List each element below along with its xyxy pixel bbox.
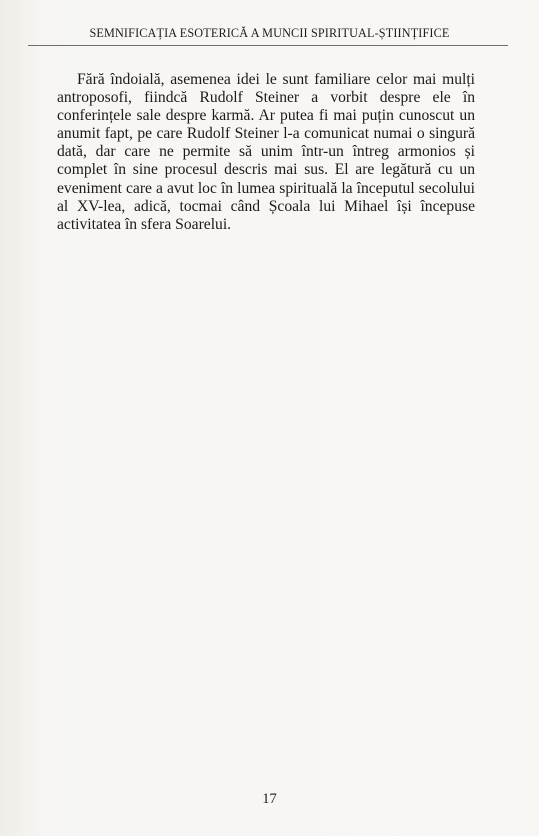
paragraph-line: complet în sine procesul descris mai sus. El are legătură cu un (57, 161, 475, 179)
body-paragraph (57, 71, 475, 234)
running-head: SEMNIFICAȚIA ESOTERICĂ A MUNCII SPIRITUAL-ȘTIINȚIFICE (89, 26, 450, 40)
paragraph-line: anumit fapt, pe care Rudolf Steiner l-a comunicat numai o singură (57, 125, 475, 143)
header-rule (28, 45, 508, 46)
paragraph-line: activitatea în sfera Soarelui. (57, 215, 232, 233)
paragraph-line: eveniment care a avut loc în lumea spirituală la începutul secolului (57, 179, 475, 197)
paragraph-line: Fără îndoială, asemenea idei le sunt familiare celor mai mulți (77, 71, 475, 88)
paragraph-line: antroposofi, fiindcă Rudolf Steiner a vorbit despre ele în (57, 89, 475, 107)
paragraph-line: dată, dar care ne permite să unim într-un întreg armonios și (57, 143, 475, 161)
paragraph-line: conferințele sale despre karmă. Ar putea fi mai puțin cunoscut un (57, 107, 475, 125)
paragraph-line: al XV-lea, adică, tocmai când Școala lui Mihael își începuse (57, 197, 475, 215)
page-number: 17 (262, 791, 277, 807)
